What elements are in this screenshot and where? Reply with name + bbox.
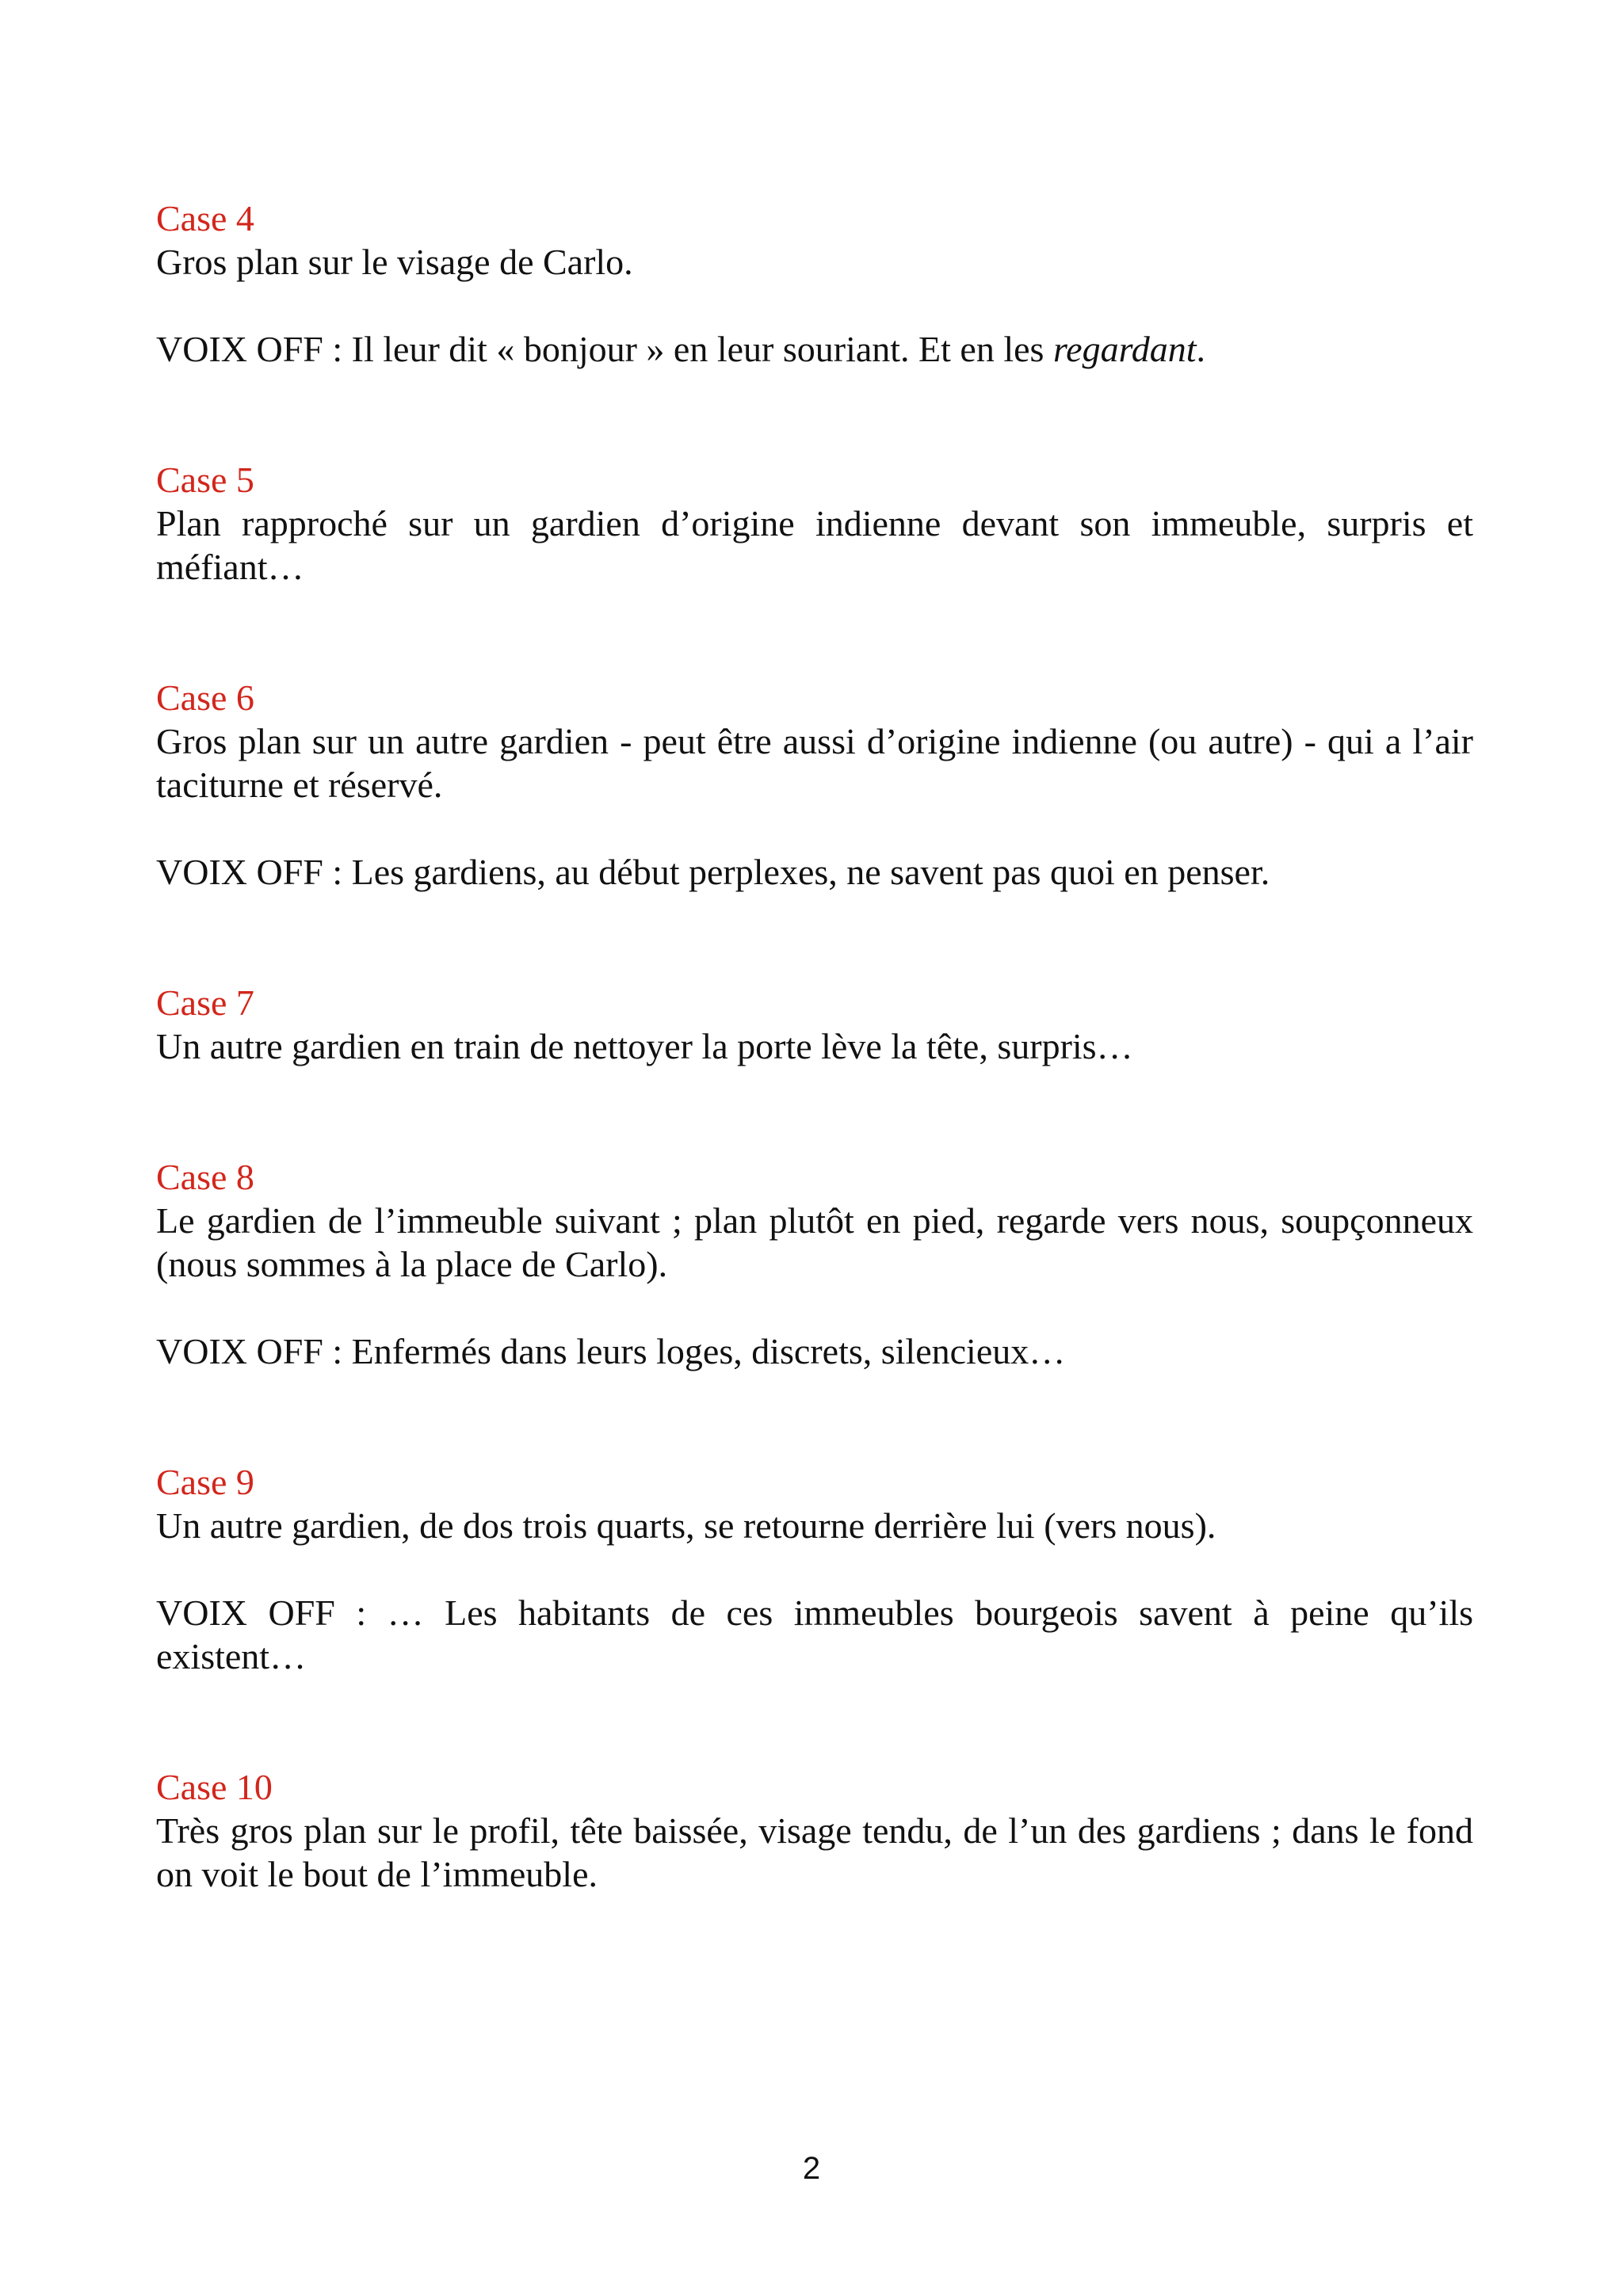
case-description: Un autre gardien en train de nettoyer la porte lève la tête, surpris…: [156, 1026, 1133, 1066]
case-description: Plan rapproché sur un gardien d’origine indienne devant son immeuble, surpris et méfiant…: [156, 503, 1473, 587]
case-description: Un autre gardien, de dos trois quarts, se retourne derrière lui (vers nous).: [156, 1505, 1216, 1546]
case-4: [156, 196, 1473, 371]
case-6: [156, 676, 1473, 894]
case-title: Case 5: [156, 460, 254, 500]
case-description: Le gardien de l’immeuble suivant ; plan plutôt en pied, regarde vers nous, soupçonneux (nous sommes à la place de Carlo).: [156, 1200, 1473, 1284]
case-title: Case 9: [156, 1462, 254, 1502]
case-description: Très gros plan sur le profil, tête baissée, visage tendu, de l’un des gardiens ; dans le fond on voit le bout de l’immeuble.: [156, 1810, 1473, 1894]
case-7: [156, 981, 1473, 1068]
case-description: Gros plan sur un autre gardien - peut être aussi d’origine indienne (ou autre) - qui a l’air taciturne et réservé.: [156, 721, 1473, 805]
script-content: [156, 196, 1473, 1896]
case-5: [156, 458, 1473, 589]
voix-off: VOIX OFF : Enfermés dans leurs loges, discrets, silencieux…: [156, 1331, 1066, 1371]
case-description: Gros plan sur le visage de Carlo.: [156, 242, 633, 282]
page-number: 2: [802, 2151, 821, 2186]
case-title: Case 10: [156, 1767, 273, 1807]
case-title: Case 8: [156, 1157, 254, 1197]
voix-off: [156, 327, 1473, 371]
case-8: [156, 1155, 1473, 1373]
case-title: Case 7: [156, 982, 254, 1023]
case-9: [156, 1460, 1473, 1678]
voix-off: VOIX OFF : Les gardiens, au début perplexes, ne savent pas quoi en penser.: [156, 852, 1270, 892]
case-10: [156, 1765, 1473, 1896]
voix-off-text: VOIX OFF : Il leur dit « bonjour » en leur souriant. Et en les: [156, 329, 1053, 369]
voix-off-italic: regardant: [1052, 329, 1197, 369]
voix-off: VOIX OFF : … Les habitants de ces immeubles bourgeois savent à peine qu’ils existent…: [156, 1592, 1473, 1676]
voix-off-suffix: .: [1196, 329, 1206, 369]
case-title: Case 4: [156, 198, 254, 238]
case-title: Case 6: [156, 677, 254, 718]
